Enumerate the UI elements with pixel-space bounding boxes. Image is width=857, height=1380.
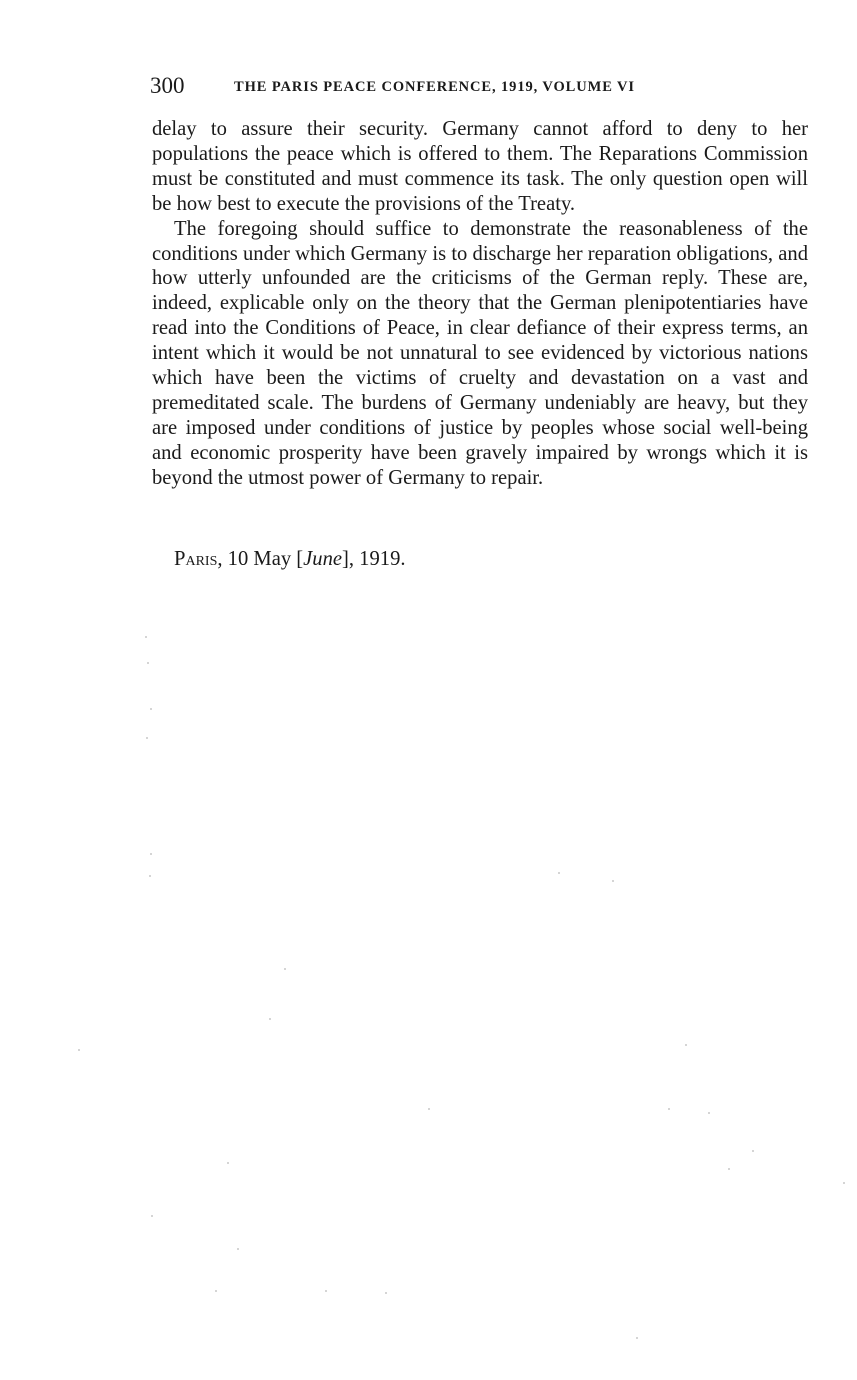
dateline	[174, 547, 406, 572]
paragraph: delay to assure their security. Germany cannot afford to deny to her populations the peace which is offered to them. The Reparations Commission must be constituted and must commence its task. The only question open will be how best to execute the provisions of the Treaty.	[152, 118, 808, 215]
running-head	[150, 72, 810, 102]
body-text	[152, 117, 808, 491]
running-title: THE PARIS PEACE CONFERENCE, 1919, VOLUME VI	[234, 79, 635, 95]
dateline-place: Paris	[174, 548, 218, 570]
dateline-date-suffix: ], 1919.	[342, 548, 406, 570]
paragraph: The foregoing should suffice to demonstrate the reasonableness of the conditions under which Germany is to discharge her reparation obligations, and how utterly unfounded are the criticisms of the German reply. These are, indeed, explicable only on the theory that the German plenipotentiaries have read into the Conditions of Peace, in clear defiance of their express terms, an intent which it would be not unnatural to see evidenced by victorious nations which have been the victims of cruelty and devastation on a vast and premeditated scale. The burdens of Germany undeniably are heavy, but they are imposed under conditions of justice by peoples whose social well-being and economic prosperity have been gravely impaired by wrongs which it is beyond the utmost power of Germany to repair.	[152, 217, 808, 489]
page-number: 300	[150, 73, 185, 98]
dateline-correction: June	[303, 548, 343, 570]
dateline-date-prefix: , 10 May [	[217, 548, 304, 570]
